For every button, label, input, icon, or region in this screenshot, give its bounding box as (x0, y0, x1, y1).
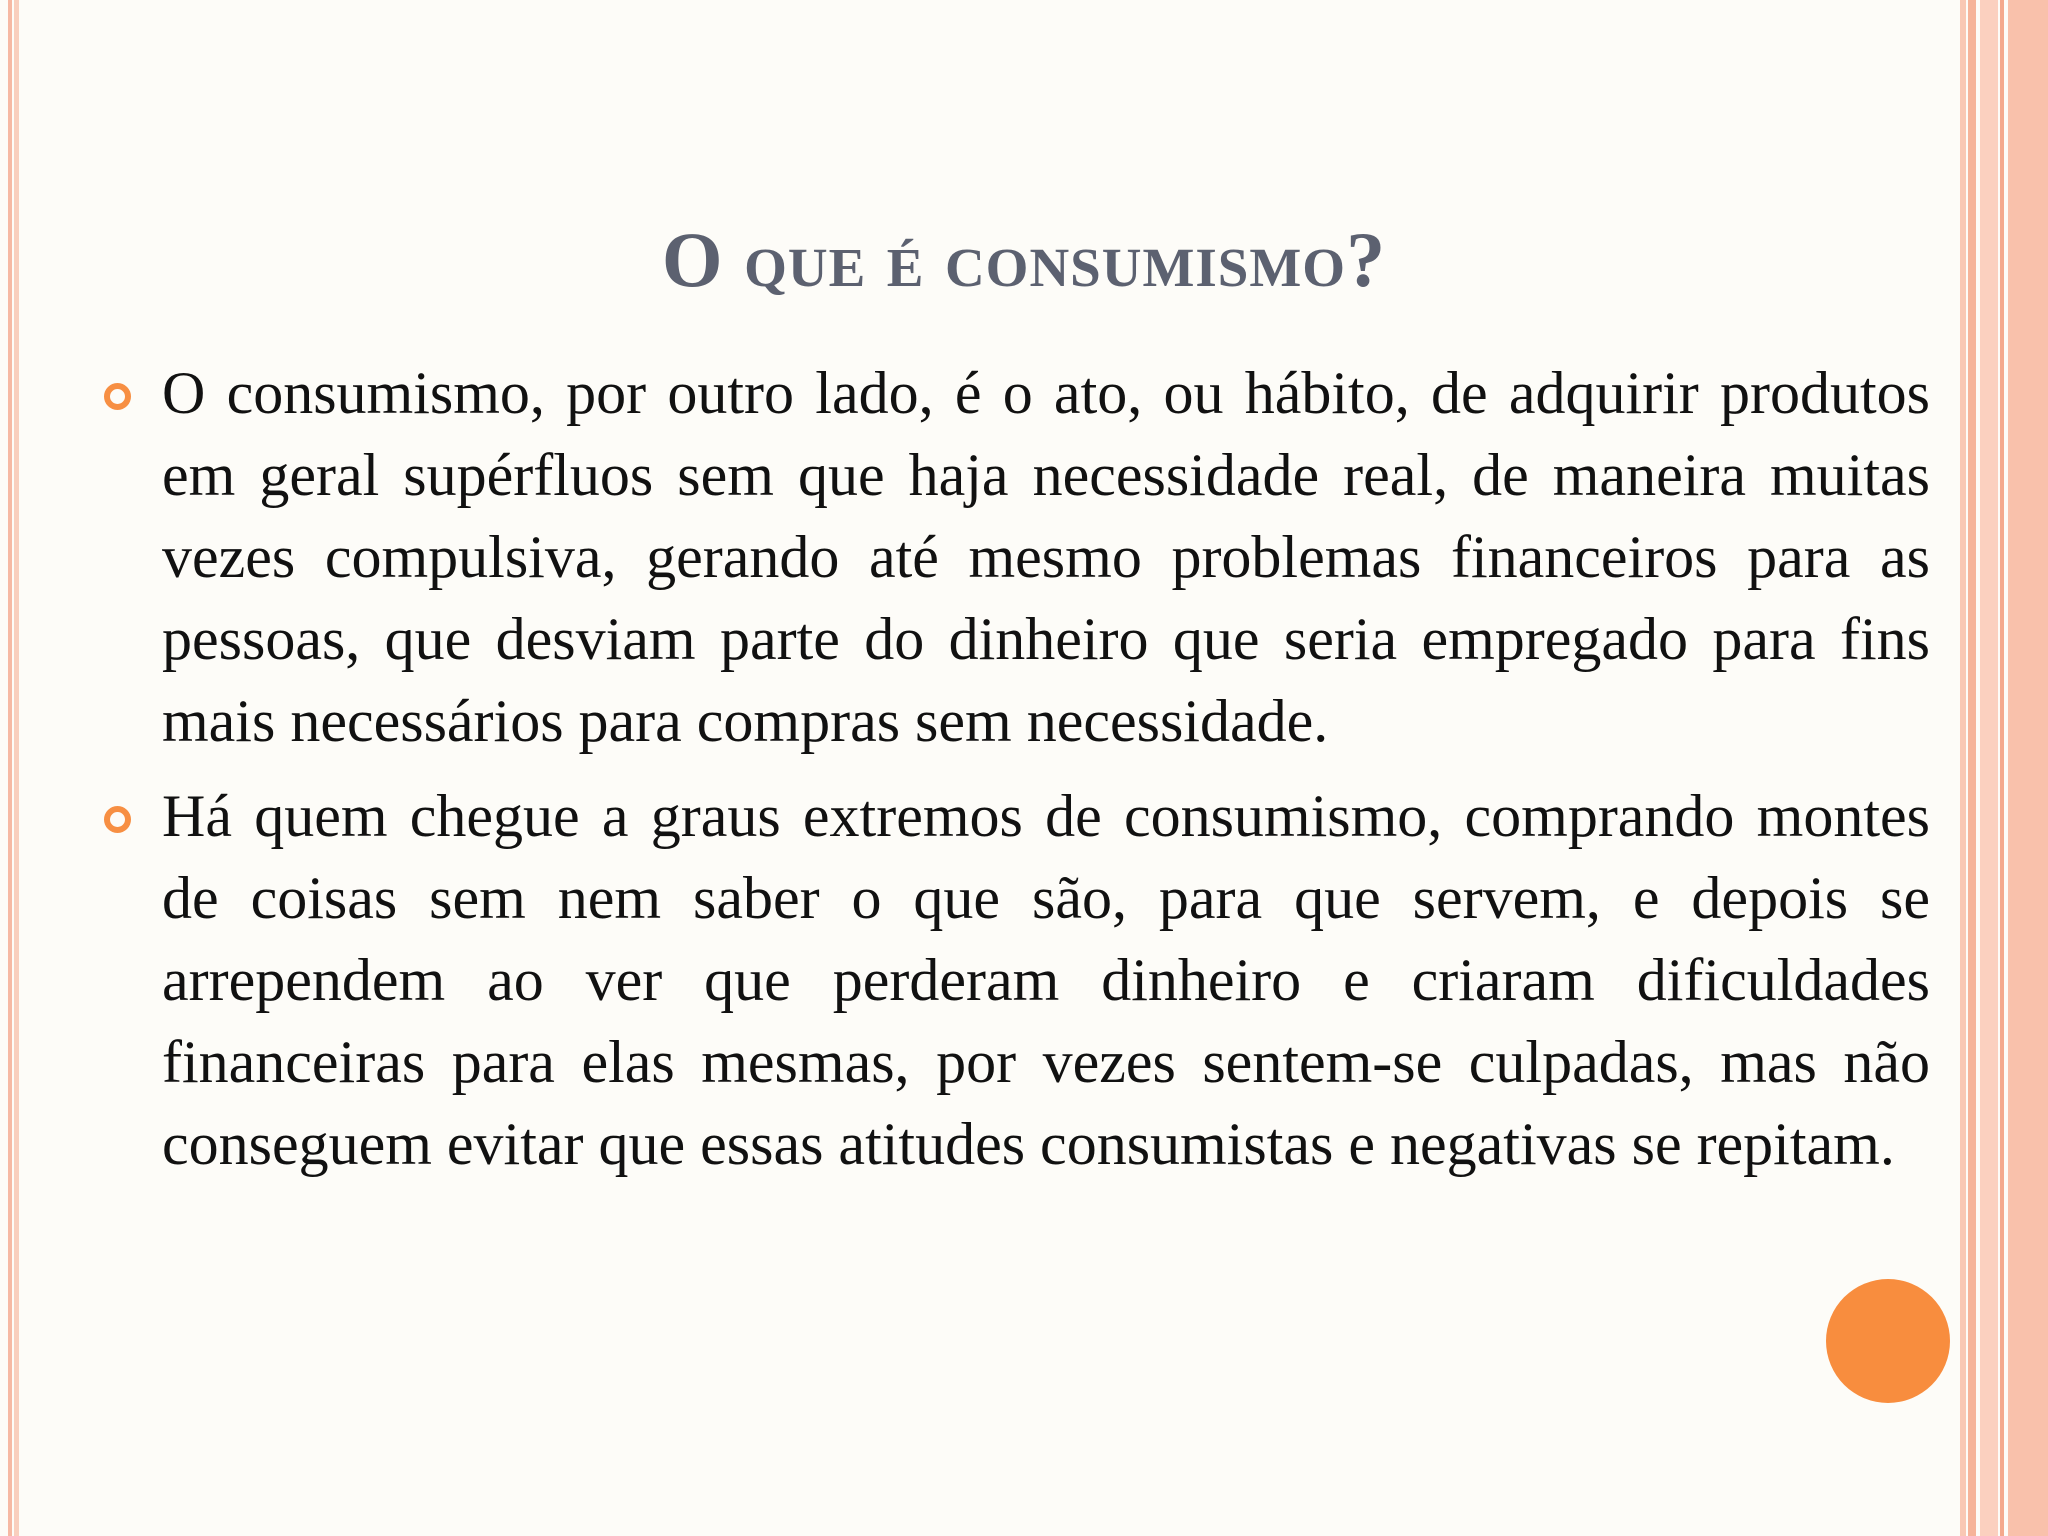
bullet-text: O consumismo, por outro lado, é o ato, ou hábito, de adquirir produtos em geral supérfluos sem que haja necessidade real, de maneira muitas vezes compulsiva, gerando até mesmo problemas financeiros para as pessoas, que desviam parte do dinheiro que seria empregado para fins mais necessários para compras sem necessidade. (162, 360, 1930, 754)
bullet-item (104, 775, 1930, 1185)
bullet-list (104, 352, 1930, 1198)
bullet-item (104, 352, 1930, 762)
slide-title: O que é consumismo? (661, 216, 1387, 303)
bullet-text: Há quem chegue a graus extremos de consumismo, comprando montes de coisas sem nem saber o que são, para que servem, e depois se arrependem ao ver que perderam dinheiro e criaram dificuldades financeiras para elas mesmas, por vezes sentem-se culpadas, mas não conseguem evitar que essas atitudes consumistas e negativas se repitam. (162, 783, 1930, 1177)
orange-circle-icon (1826, 1279, 1950, 1403)
ring-bullet-icon (104, 806, 131, 833)
ring-bullet-icon (104, 383, 131, 410)
